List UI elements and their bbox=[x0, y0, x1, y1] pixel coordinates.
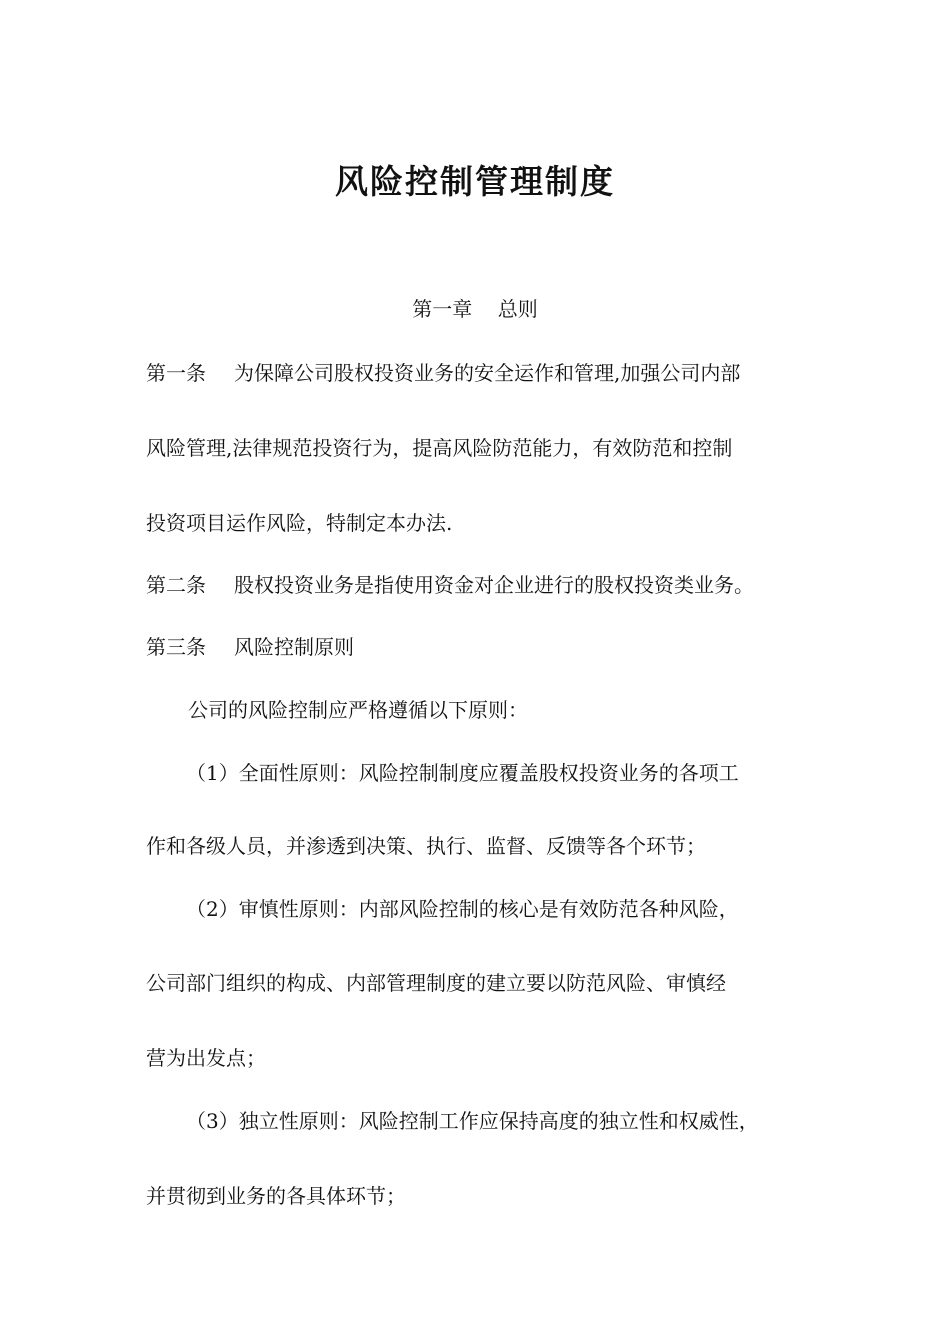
article-2-label: 第二条 bbox=[146, 573, 206, 597]
chapter-heading bbox=[0, 297, 950, 321]
principle-3-line-2: 并贯彻到业务的各具体环节； bbox=[146, 1184, 406, 1208]
article-1-line-3: 投资项目运作风险，特制定本办法. bbox=[146, 511, 453, 535]
principle-3-line-1: （3）独立性原则：风险控制工作应保持高度的独立性和权威性， bbox=[186, 1109, 759, 1133]
article-1-text-1: 为保障公司股权投资业务的安全运作和管理,加强公司内部 bbox=[234, 361, 741, 385]
article-1-line-1 bbox=[146, 361, 740, 385]
principle-2-line-1: （2）审慎性原则：内部风险控制的核心是有效防范各种风险， bbox=[186, 897, 739, 921]
chapter-name: 总则 bbox=[497, 297, 538, 321]
article-3-text-1: 风险控制原则 bbox=[234, 635, 354, 659]
article-2-text-1: 股权投资业务是指使用资金对企业进行的股权投资类业务。 bbox=[234, 573, 754, 597]
principle-2-line-3: 营为出发点； bbox=[146, 1046, 266, 1070]
article-1-line-2: 风险管理,法律规范投资行为，提高风险防范能力，有效防范和控制 bbox=[146, 436, 733, 460]
principle-1-line-2: 作和各级人员，并渗透到决策、执行、监督、反馈等各个环节； bbox=[146, 834, 706, 858]
article-1-label: 第一条 bbox=[146, 361, 206, 385]
chapter-label: 第一章 bbox=[412, 297, 473, 321]
article-3-line-1 bbox=[146, 635, 354, 659]
document-title: 风险控制管理制度 bbox=[335, 162, 615, 201]
principle-2-line-2: 公司部门组织的构成、内部管理制度的建立要以防范风险、审慎经 bbox=[146, 971, 726, 995]
article-2-line-1 bbox=[146, 573, 754, 597]
article-3-intro: 公司的风险控制应严格遵循以下原则： bbox=[188, 698, 528, 722]
principle-1-line-1: （1）全面性原则：风险控制制度应覆盖股权投资业务的各项工 bbox=[186, 761, 739, 785]
article-3-label: 第三条 bbox=[146, 635, 206, 659]
